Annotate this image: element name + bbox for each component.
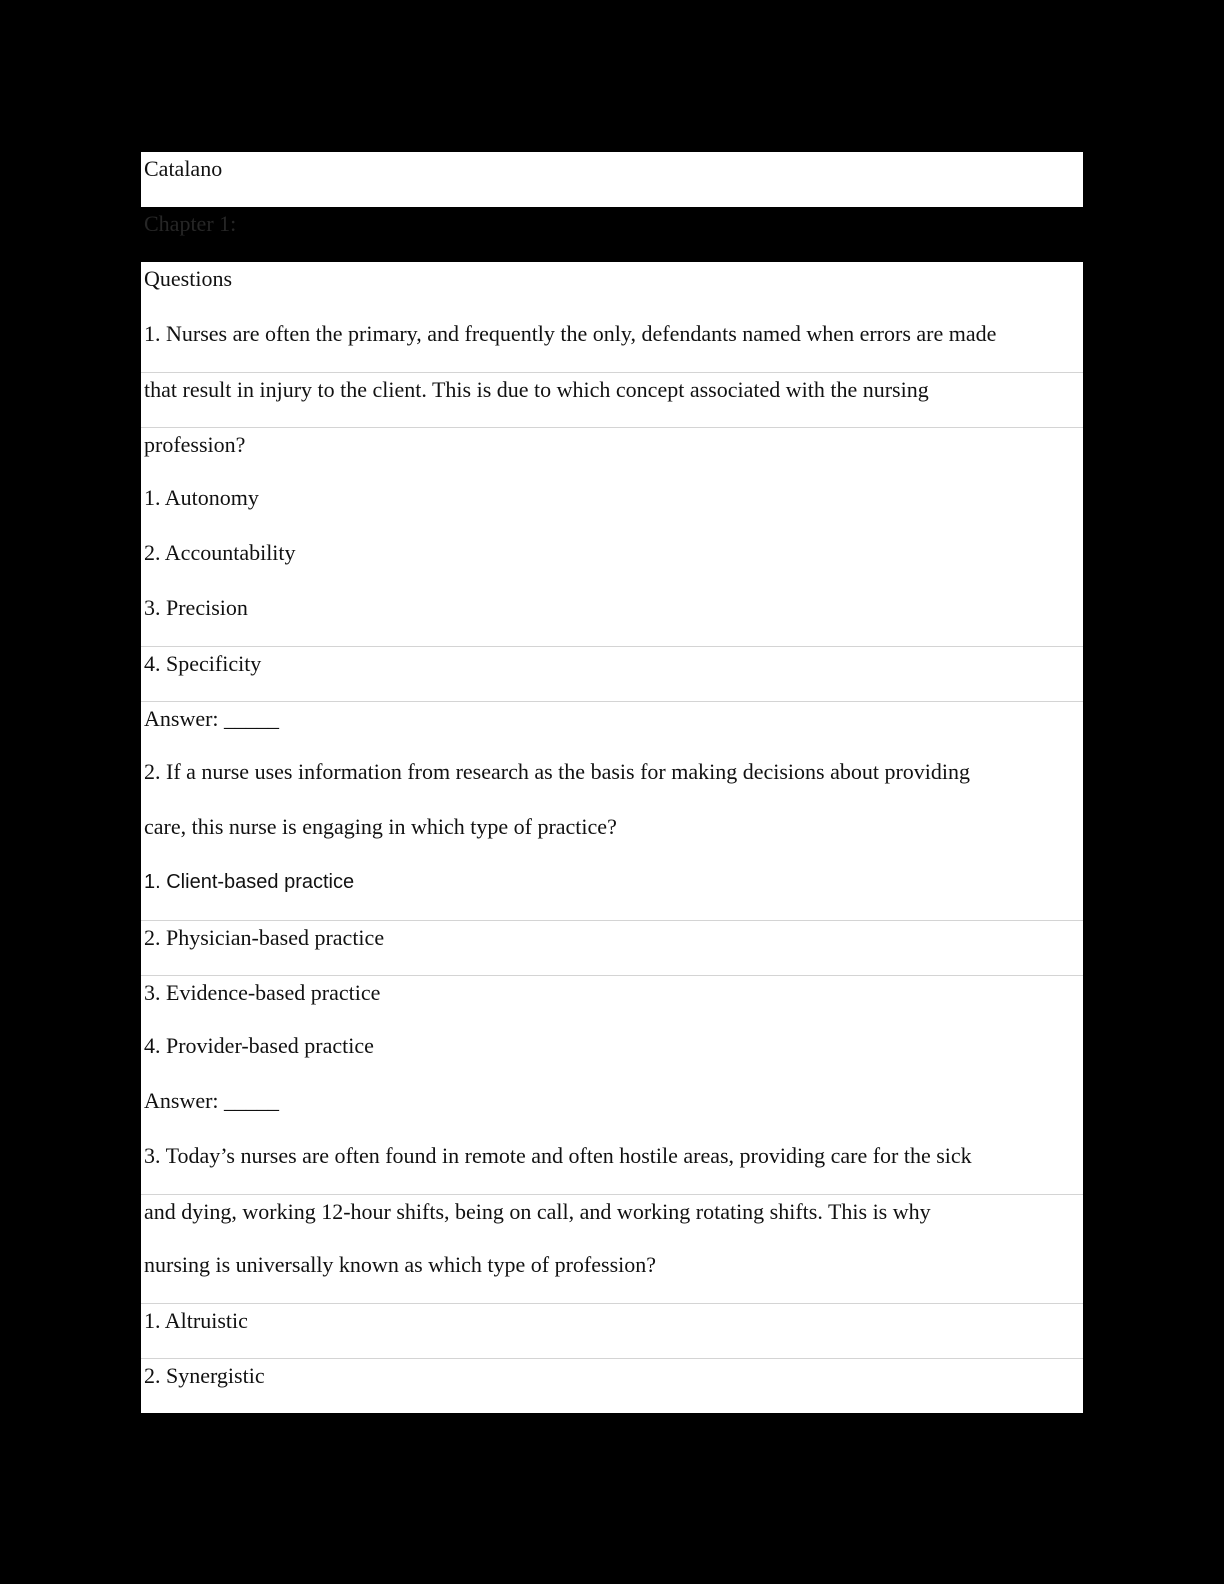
section-title: Questions bbox=[141, 262, 1083, 317]
question-1-option-4: 4. Specificity bbox=[141, 646, 1083, 701]
question-1-option-2: 2. Accountability bbox=[141, 536, 1083, 591]
question-1-answer: Answer: _____ bbox=[141, 701, 1083, 756]
question-1-stem-line-3: profession? bbox=[141, 427, 1083, 482]
question-2-option-1: 1. Client-based practice bbox=[141, 865, 1083, 920]
question-3-stem-line-1: 3. Today’s nurses are often found in remote and often hostile areas, providing care for the sick bbox=[141, 1139, 1083, 1194]
author-name: Catalano bbox=[141, 152, 1083, 207]
question-2-option-2: 2. Physician-based practice bbox=[141, 920, 1083, 975]
question-2-stem-line-2: care, this nurse is engaging in which type of practice? bbox=[141, 810, 1083, 865]
question-2-option-4: 4. Provider-based practice bbox=[141, 1029, 1083, 1084]
question-3-stem-line-3: nursing is universally known as which type of profession? bbox=[141, 1248, 1083, 1303]
question-2-answer: Answer: _____ bbox=[141, 1084, 1083, 1139]
question-1-stem-line-1: 1. Nurses are often the primary, and frequently the only, defendants named when errors are made bbox=[141, 317, 1083, 372]
question-3-option-1: 1. Altruistic bbox=[141, 1303, 1083, 1358]
question-3-option-2: 2. Synergistic bbox=[141, 1358, 1083, 1413]
chapter-heading: Chapter 1: bbox=[141, 207, 1083, 262]
question-1-option-1: 1. Autonomy bbox=[141, 481, 1083, 536]
question-1-option-3: 3. Precision bbox=[141, 591, 1083, 646]
question-1-stem-line-2: that result in injury to the client. This is due to which concept associated with the nursing bbox=[141, 372, 1083, 427]
question-2-option-3: 3. Evidence-based practice bbox=[141, 975, 1083, 1030]
question-3-stem-line-2: and dying, working 12-hour shifts, being on call, and working rotating shifts. This is why bbox=[141, 1194, 1083, 1249]
question-2-stem-line-1: 2. If a nurse uses information from research as the basis for making decisions about providing bbox=[141, 755, 1083, 810]
